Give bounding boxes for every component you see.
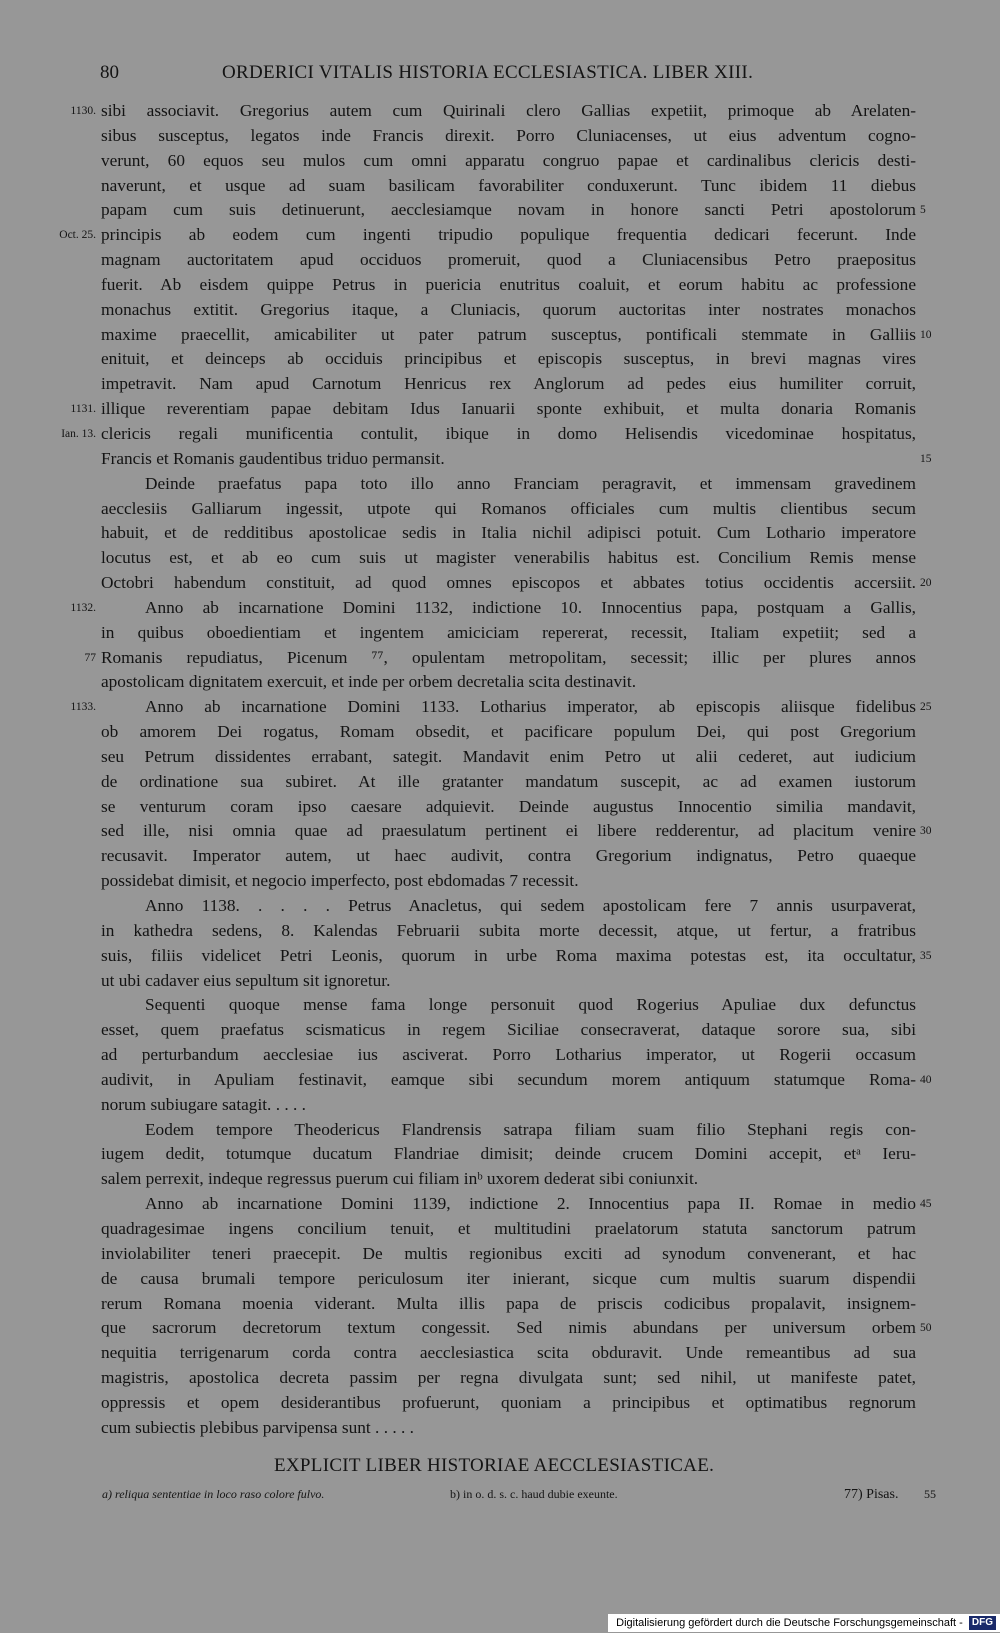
- running-title: ORDERICI VITALIS HISTORIA ECCLESIASTICA. LIBER XIII.: [222, 62, 754, 83]
- line-text: papam cum suis detinuerunt, aecclesiamque novam in honore sancti Petri apostolorum: [101, 200, 916, 220]
- footnote-77: 77) Pisas.: [844, 1487, 899, 1502]
- text-line: [0, 546, 1000, 571]
- line-text: principis ab eodem cum ingenti tripudio populique frequentia dedicari fecerunt. Inde: [101, 225, 916, 245]
- explicit-heading: EXPLICIT LIBER HISTORIAE AECCLESIASTICAE.: [274, 1455, 715, 1476]
- main-text: [0, 99, 1000, 1441]
- line-text: ob amorem Dei rogatus, Romam obsedit, et pacificare populum Dei, qui post Gregorium: [101, 722, 916, 742]
- line-text: enituit, et deinceps ab occiduis principibus et episcopis susceptus, in brevi magnas vires: [101, 349, 916, 369]
- text-line: [0, 149, 1000, 174]
- text-line: [0, 1391, 1000, 1416]
- margin-note-left: Oct. 25.: [59, 229, 96, 242]
- line-text: salem perrexit, indeque regressus puerum cui filiam inᵇ uxorem dederat sibi coniunxit.: [101, 1169, 699, 1189]
- text-line: [0, 969, 1000, 994]
- text-line: [0, 497, 1000, 522]
- text-line: [0, 745, 1000, 770]
- text-line: [0, 472, 1000, 497]
- text-line: [0, 621, 1000, 646]
- line-number: 30: [920, 825, 932, 838]
- text-line: [0, 422, 1000, 447]
- line-number: 40: [920, 1073, 932, 1086]
- margin-note-left: 1133.: [70, 701, 96, 714]
- text-line: [0, 571, 1000, 596]
- line-text: norum subiugare satagit. . . . .: [101, 1094, 306, 1114]
- line-text: maxime praecellit, amicabiliter ut pater patrum susceptus, pontificali stemmate in Galliis: [101, 324, 916, 344]
- line-text: suis, filiis videlicet Petri Leonis, quorum in urbe Roma maxima potestas est, ita occultatur,: [101, 945, 916, 965]
- footnotes: [0, 1487, 1000, 1509]
- page-number: 80: [100, 62, 119, 83]
- text-line: [0, 1341, 1000, 1366]
- line-number: 10: [920, 328, 932, 341]
- margin-note-left: 1130.: [70, 105, 96, 117]
- text-line: [0, 174, 1000, 199]
- line-text: seu Petrum dissidentes errabant, sategit. Mandavit enim Petro ut alii cederet, aut iudicium: [101, 746, 916, 766]
- line-text: Romanis repudiatus, Picenum ⁷⁷, opulentam metropolitam, secessit; illic per plures annos: [101, 647, 916, 667]
- text-line: [0, 670, 1000, 695]
- line-text: naverunt, et usque ad suam basilicam favorabiliter conduxerunt. Tunc ibidem 11 diebus: [101, 175, 916, 195]
- line-text: verunt, 60 equos seu mulos cum omni apparatu congruo papae et cardinalibus clericis desti-: [101, 150, 916, 170]
- margin-note-left: Ian. 13.: [61, 427, 96, 440]
- line-text: recusavit. Imperator autem, ut haec audivit, contra Gregorium indignatus, Petro quaeque: [101, 846, 916, 866]
- text-line: [0, 993, 1000, 1018]
- line-text: Anno ab incarnatione Domini 1133. Lotharius imperator, ab episcopis aliisque fidelibus: [145, 697, 916, 717]
- line-text: monachus extitit. Gregorius itaque, a Cluniacis, quorum auctoritas inter nostrates monachos: [101, 299, 916, 319]
- text-line: [0, 1118, 1000, 1143]
- line-text: iugem dedit, totumque ducatum Flandriae dimisit; deinde crucem Domini accepit, etᵃ Ieru-: [101, 1144, 916, 1164]
- text-line: [0, 1043, 1000, 1068]
- line-text: in kathedra sedens, 8. Kalendas Februarii subita morte decessit, atque, ut fertur, a fratribus: [101, 920, 916, 940]
- text-line: [0, 248, 1000, 273]
- text-line: [0, 1292, 1000, 1317]
- text-line: [0, 1217, 1000, 1242]
- line-text: de ordinatione sua subiret. At ille gratanter mandatum suscepit, ac ad examen iustorum: [101, 771, 916, 791]
- line-number: 5: [920, 204, 926, 217]
- text-line: [0, 223, 1000, 248]
- line-text: audivit, in Apuliam festinavit, eamque sibi secundum morem antiquum statumque Roma-: [101, 1069, 916, 1089]
- digitization-credit: [608, 1614, 1000, 1632]
- text-line: [0, 323, 1000, 348]
- text-line: [0, 919, 1000, 944]
- credit-text: Digitalisierung gefördert durch die Deutsche Forschungsgemeinschaft -: [616, 1617, 963, 1629]
- line-text: Anno 1138. . . . . Petrus Anacletus, qui sedem apostolicam fere 7 annis usurpaverat,: [145, 896, 916, 915]
- text-line: [0, 795, 1000, 820]
- line-text: Sequenti quoque mense fama longe personuit quod Rogerius Apuliae dux defunctus: [145, 995, 916, 1015]
- line-text: aecclesiis Galliarum ingessit, utpote qui Romanos officiales cum multis clientibus secum: [101, 498, 916, 518]
- text-line: [0, 720, 1000, 745]
- margin-note-left: 1132.: [70, 601, 96, 614]
- line-text: apostolicam dignitatem exercuit, et inde per orbem decretalia scita destinavit.: [101, 672, 637, 692]
- text-line: [0, 1192, 1000, 1217]
- line-text: ad perturbandum aecclesiae ius asciverat. Porro Lotharius imperator, ut Rogerii occasum: [101, 1045, 916, 1065]
- line-text: Anno ab incarnatione Domini 1132, indictione 10. Innocentius papa, postquam a Gallis,: [145, 597, 916, 617]
- text-line: [0, 1142, 1000, 1167]
- line-text: que sacrorum decretorum textum congessit. Sed nimis abundans per universum orbem: [101, 1318, 916, 1338]
- footnote-b: b) in o. d. s. c. haud dubie exeunte.: [450, 1487, 618, 1501]
- margin-note-left: 1131.: [70, 403, 96, 416]
- text-line: [0, 198, 1000, 223]
- line-text: quadragesimae ingens concilium tenuit, et multitudini praelatorum statuta sanctorum patrum: [101, 1218, 916, 1238]
- line-text: in quibus oboedientiam et ingentem amiciciam repererat, recessit, Italiam expetiit; sed a: [101, 622, 916, 642]
- line-number: 25: [920, 701, 932, 714]
- margin-note-left: 77: [84, 651, 96, 664]
- text-line: [0, 298, 1000, 323]
- line-text: de causa brumali tempore periculosum iter inierant, sicque cum multis suarum dispendii: [101, 1268, 916, 1288]
- page-header: [0, 62, 1000, 88]
- text-line: [0, 1242, 1000, 1267]
- line-number: 15: [920, 452, 932, 465]
- footnote-a: a) reliqua sententiae in loco raso colore fulvo.: [102, 1487, 325, 1501]
- text-line: [0, 844, 1000, 869]
- line-text: locutus est, et ab eo cum suis ut magister venerabilis habitus est. Concilium Remis mense: [101, 548, 916, 568]
- line-text: magistris, apostolica decreta passim per regna divulgata sunt; sed nihil, ut manifeste patet,: [101, 1368, 916, 1388]
- line-text: nequitia terrigenarum corda contra aecclesiastica scita obduravit. Unde remeantibus ad sua: [101, 1343, 916, 1363]
- text-line: [0, 1093, 1000, 1118]
- line-text: Octobri habendum constituit, ad quod omnes episcopos et abbates totius occidentis accersiit.: [101, 573, 916, 593]
- text-line: [0, 372, 1000, 397]
- dfg-logo: DFG: [969, 1616, 996, 1630]
- text-line: [0, 447, 1000, 472]
- line-text: sibus susceptus, legatos inde Francis direxit. Porro Cluniacenses, ut eius adventum cogno-: [101, 125, 916, 145]
- text-line: [0, 1018, 1000, 1043]
- text-line: [0, 347, 1000, 372]
- line-text: Anno ab incarnatione Domini 1139, indictione 2. Innocentius papa II. Romae in medio: [145, 1194, 916, 1214]
- text-line: [0, 521, 1000, 546]
- line-text: clericis regali munificentia contulit, ibique in domo Helisendis vicedominae hospitatus,: [101, 423, 916, 443]
- line-number: 35: [920, 949, 932, 962]
- line-number: 50: [920, 1322, 932, 1335]
- line-text: rerum Romana moenia viderant. Multa illis papa de priscis codicibus propalavit, insignem-: [101, 1293, 916, 1313]
- line-text: se venturum coram ipso caesare adquievit. Deinde augustus Innocentio similia mandavit,: [101, 796, 916, 816]
- line-text: habuit, et de redditibus apostolicae sedis in Italia nichil adipisci potuit. Cum Lothario imperatore: [101, 523, 916, 543]
- text-line: [0, 819, 1000, 844]
- text-line: [0, 894, 1000, 919]
- line-text: Eodem tempore Theodericus Flandrensis satrapa filiam suam filio Stephani regis con-: [145, 1119, 916, 1139]
- line-text: possidebat dimisit, et negocio imperfecto, post ebdomadas 7 recessit.: [101, 871, 579, 891]
- line-text: Francis et Romanis gaudentibus triduo permansit.: [101, 448, 445, 468]
- line-text: esset, quem praefatus scismaticus in regem Siciliae consecraverat, dataque sorore sua, sibi: [101, 1020, 916, 1040]
- text-line: [0, 770, 1000, 795]
- line-text: impetravit. Nam apud Carnotum Henricus rex Anglorum ad pedes eius humiliter corruit,: [101, 374, 916, 394]
- text-line: [0, 1366, 1000, 1391]
- line-text: sed ille, nisi omnia quae ad praesulatum pertinent ei libere redderentur, ad placitum venire: [101, 821, 916, 841]
- line-text: ut ubi cadaver eius sepultum sit ignoretur.: [101, 970, 391, 990]
- text-line: [0, 869, 1000, 894]
- text-line: [0, 273, 1000, 298]
- text-line: [0, 695, 1000, 720]
- text-line: [0, 99, 1000, 124]
- line-text: inviolabiliter teneri praecepit. De multis regionibus exciti ad synodum convenerant, et hac: [101, 1243, 916, 1263]
- line-number: 45: [920, 1198, 932, 1211]
- line-text: illique reverentiam papae debitam Idus Ianuarii sponte exhibuit, et multa donaria Romanis: [101, 399, 916, 419]
- text-line: [0, 124, 1000, 149]
- line-text: Deinde praefatus papa toto illo anno Franciam peragravit, et immensam gravedinem: [145, 473, 916, 493]
- text-line: [0, 1267, 1000, 1292]
- text-line: [0, 1068, 1000, 1093]
- line-text: oppressis et opem desiderantibus profuerunt, quoniam a principibus et optimatibus regnorum: [101, 1392, 916, 1412]
- text-line: [0, 1316, 1000, 1341]
- text-line: [0, 596, 1000, 621]
- text-line: [0, 1416, 1000, 1441]
- line-text: fuerit. Ab eisdem quippe Petrus in puericia enutritus coaluit, et eorum habitu ac professione: [101, 274, 916, 294]
- text-line: [0, 944, 1000, 969]
- line-number: 20: [920, 577, 932, 590]
- text-line: [0, 1167, 1000, 1192]
- line-text: cum subiectis plebibus parvipensa sunt . . . . .: [101, 1417, 414, 1437]
- text-line: [0, 646, 1000, 671]
- text-line: [0, 397, 1000, 422]
- line-text: magnam auctoritatem apud occiduos promeruit, quod a Cluniacensibus Petro praepositus: [101, 250, 916, 270]
- footnote-line-number: 55: [924, 1487, 936, 1501]
- line-text: sibi associavit. Gregorius autem cum Quirinali clero Gallias expetiit, primoque ab Arelaten-: [101, 101, 916, 120]
